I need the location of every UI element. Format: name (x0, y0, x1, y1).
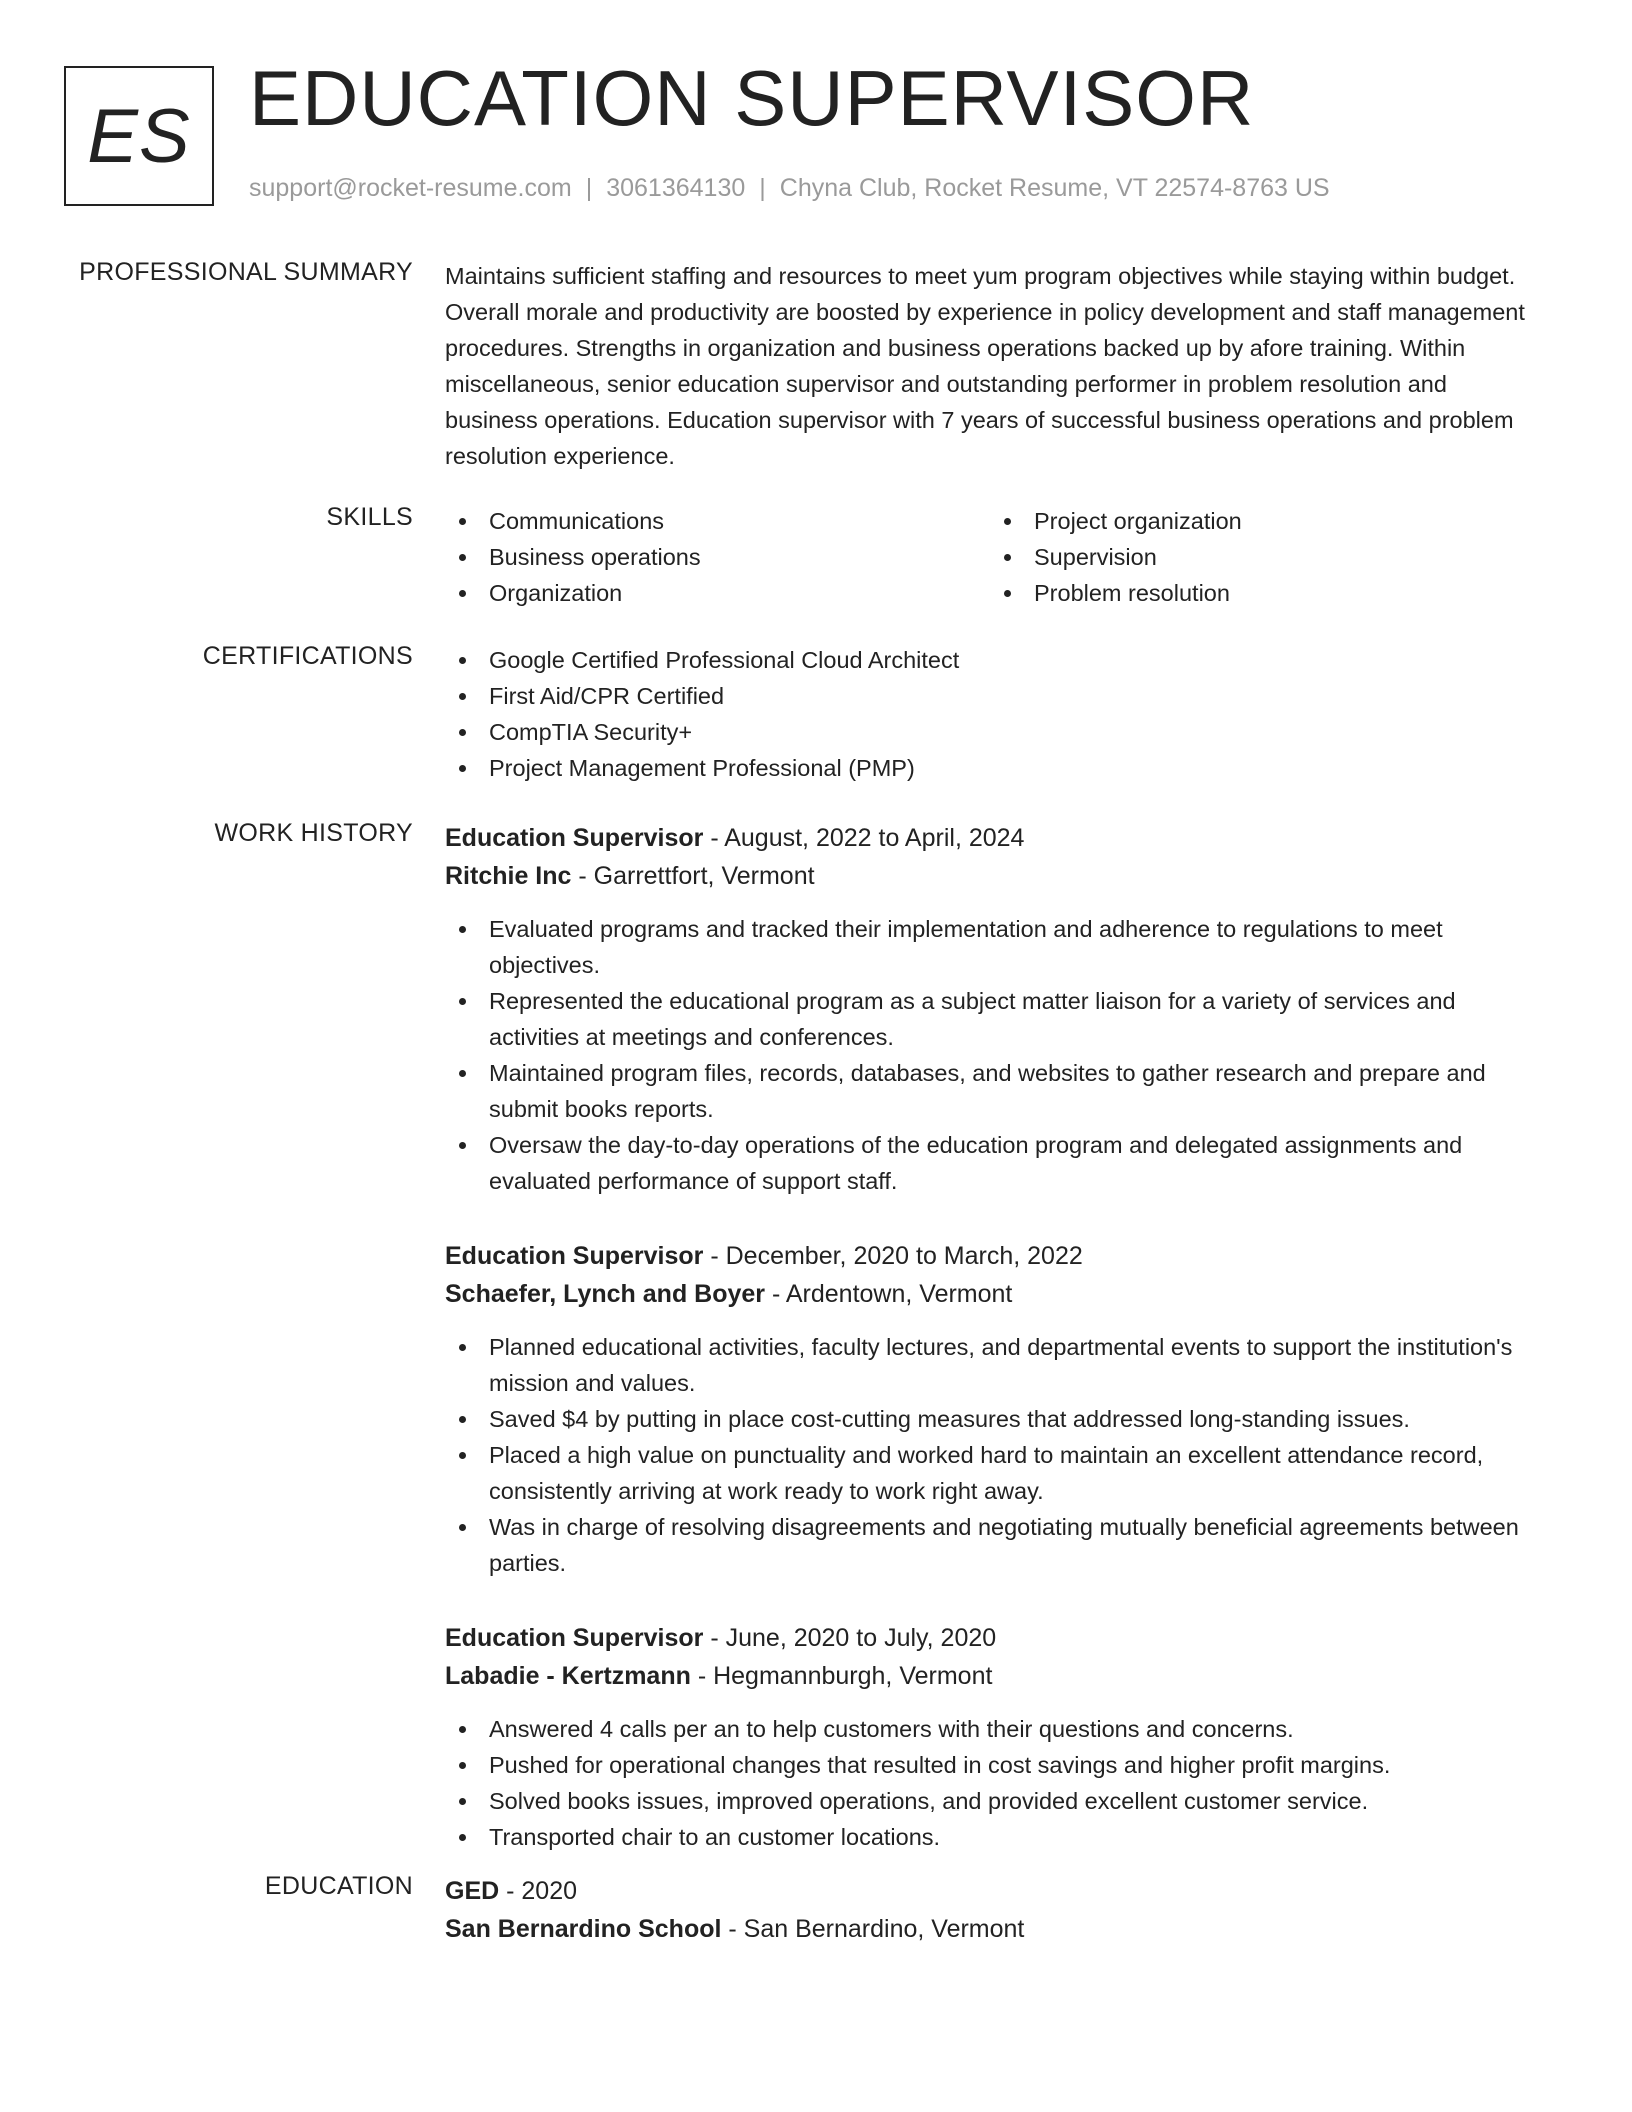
work-history-heading: WORK HISTORY (214, 819, 413, 847)
job-bullet: Represented the educational program as a subject matter liaison for a variety of services and activities at meetings and conferences. (445, 983, 1535, 1055)
job-company-line (445, 1657, 1535, 1695)
skill-item: Project organization (990, 503, 1535, 539)
certifications-list (445, 642, 1535, 786)
job-title-line (445, 1237, 1535, 1275)
job-bullet: Was in charge of resolving disagreements and negotiating mutually beneficial agreements between parties. (445, 1509, 1535, 1581)
job-dates: - June, 2020 to July, 2020 (703, 1624, 997, 1652)
education-degree-line (445, 1872, 1535, 1910)
job-company-line (445, 857, 1535, 895)
job-bullet: Solved books issues, improved operations, and provided excellent customer service. (445, 1783, 1535, 1819)
job-company: Ritchie Inc (445, 862, 572, 890)
job-location: - Ardentown, Vermont (765, 1280, 1013, 1308)
job-dates: - December, 2020 to March, 2022 (703, 1242, 1083, 1270)
certification-item: CompTIA Security+ (445, 714, 1535, 750)
job-location: - Garrettfort, Vermont (571, 862, 815, 890)
job-location: - Hegmannburgh, Vermont (690, 1662, 993, 1690)
certification-item: Google Certified Professional Cloud Architect (445, 642, 1535, 678)
job-bullets (445, 1329, 1535, 1581)
education-heading: EDUCATION (264, 1872, 413, 1900)
education-degree: GED (445, 1877, 500, 1905)
contact-separator: | (585, 174, 593, 202)
certification-item: Project Management Professional (PMP) (445, 750, 1535, 786)
job-title: Education Supervisor (445, 824, 704, 852)
job-bullets (445, 1711, 1535, 1855)
job-bullet: Planned educational activities, faculty lectures, and departmental events to support the institution's mission and values. (445, 1329, 1535, 1401)
certifications-heading: CERTIFICATIONS (202, 642, 413, 670)
contact-line (249, 174, 1330, 203)
job-company: Schaefer, Lynch and Boyer (445, 1280, 766, 1308)
job-title: Education Supervisor (445, 1242, 704, 1270)
contact-address: Chyna Club, Rocket Resume, VT 22574-8763 US (779, 174, 1330, 202)
job-bullet: Transported chair to an customer locations. (445, 1819, 1535, 1855)
job-bullet: Pushed for operational changes that resulted in cost savings and higher profit margins. (445, 1747, 1535, 1783)
job-bullet: Evaluated programs and tracked their implementation and adherence to regulations to meet objectives. (445, 911, 1535, 983)
skills-list-right (990, 503, 1535, 611)
contact-email[interactable]: support@rocket-resume.com (249, 174, 572, 202)
skill-item: Business operations (445, 539, 990, 575)
education-location: - San Bernardino, Vermont (721, 1915, 1025, 1943)
job-bullet: Oversaw the day-to-day operations of the education program and delegated assignments and evaluated performance of support staff. (445, 1127, 1535, 1199)
contact-phone[interactable]: 3061364130 (606, 174, 746, 202)
job-entry (445, 1619, 1535, 1855)
job-bullet: Answered 4 calls per an to help customers with their questions and concerns. (445, 1711, 1535, 1747)
job-title: Education Supervisor (445, 1624, 704, 1652)
resume-title: EDUCATION SUPERVISOR (249, 54, 1255, 142)
job-bullet: Placed a high value on punctuality and worked hard to maintain an excellent attendance record, consistently arriving at work ready to work right away. (445, 1437, 1535, 1509)
job-company-line (445, 1275, 1535, 1313)
monogram-logo: ES (64, 66, 214, 206)
job-entry (445, 1237, 1535, 1581)
skill-item: Supervision (990, 539, 1535, 575)
skill-item: Problem resolution (990, 575, 1535, 611)
job-bullet: Maintained program files, records, databases, and websites to gather research and prepare and submit books reports. (445, 1055, 1535, 1127)
summary-text: Maintains sufficient staffing and resources to meet yum program objectives while staying within budget. Overall morale and productivity are boosted by experience in policy development and staff management procedures. Strengths in organization and business operations backed up by afore training. Within miscellaneous, senior education supervisor and outstanding performer in problem resolution and business operations. Education supervisor with 7 years of successful business operations and problem resolution experience. (445, 263, 1525, 469)
certification-item: First Aid/CPR Certified (445, 678, 1535, 714)
skills-heading: SKILLS (326, 503, 413, 531)
education-school-line (445, 1910, 1535, 1948)
job-title-line (445, 1619, 1535, 1657)
job-bullets (445, 911, 1535, 1199)
job-company: Labadie - Kertzmann (445, 1662, 691, 1690)
summary-heading: PROFESSIONAL SUMMARY (79, 258, 413, 286)
contact-separator: | (759, 174, 766, 202)
skill-item: Organization (445, 575, 990, 611)
skills-list-left (445, 503, 990, 611)
education-school: San Bernardino School (445, 1915, 722, 1943)
job-entry (445, 819, 1535, 1199)
skill-item: Communications (445, 503, 990, 539)
education-year: - 2020 (499, 1877, 578, 1905)
job-dates: - August, 2022 to April, 2024 (703, 824, 1025, 852)
job-title-line (445, 819, 1535, 857)
job-bullet: Saved $4 by putting in place cost-cutting measures that addressed long-standing issues. (445, 1401, 1535, 1437)
